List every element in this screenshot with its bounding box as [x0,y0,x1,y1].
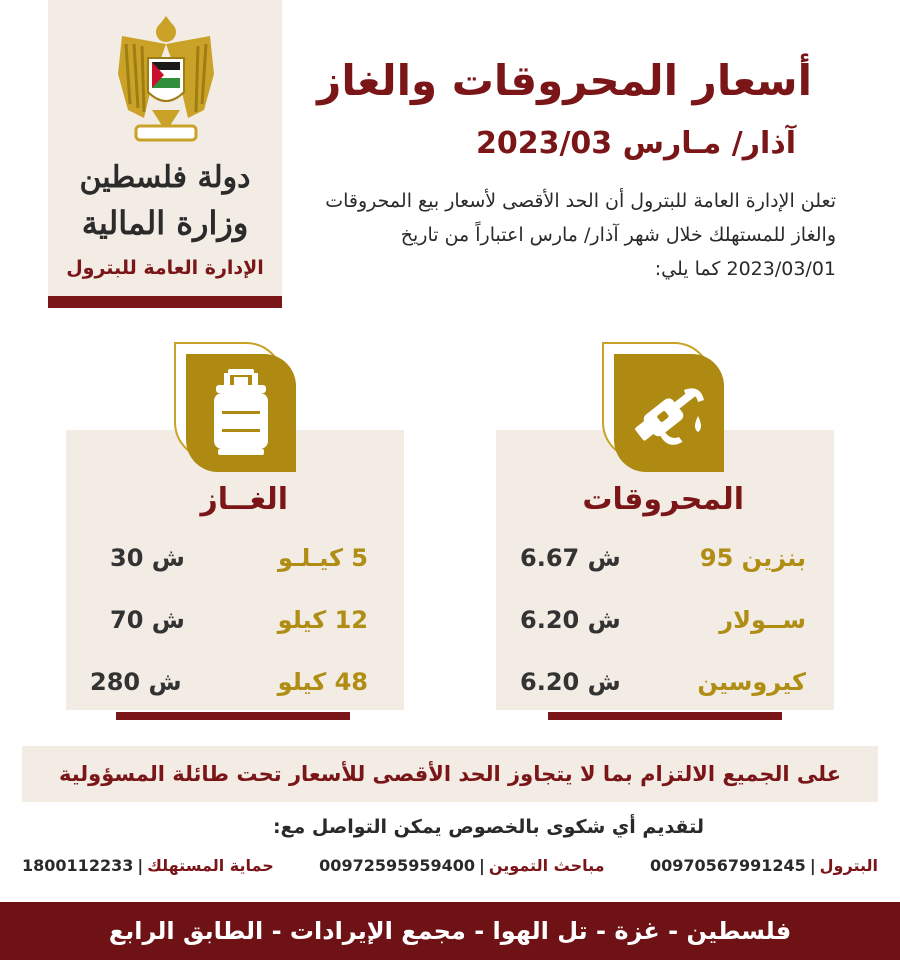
gas-row-value: 280 ش [90,668,182,696]
compliance-notice: على الجميع الالتزام بما لا يتجاوز الحد الأقصى للأسعار تحت طائلة المسؤولية [22,746,878,802]
complaint-text: لتقديم أي شكوى بالخصوص يمكن التواصل مع: [272,816,704,838]
logo-underline [48,296,282,308]
contact-number: 00972595959400 [319,856,476,875]
contact-item: حماية المستهلك|1800112233 [22,856,274,875]
directorate-name: الإدارة العامة للبترول [66,257,264,279]
fuel-row-value: 6.20 ش [520,668,621,696]
eagle-emblem-icon [114,14,218,144]
fuel-underline [548,712,782,720]
contact-label: حماية المستهلك [147,856,274,875]
contact-number: 00970567991245 [649,856,806,875]
page-title: أسعار المحروقات والغاز [317,56,812,105]
fuel-icon-box [602,342,724,472]
gas-underline [116,712,350,720]
fuel-row-value: 6.67 ش [520,544,621,572]
page-subtitle: آذار/ مـارس 2023/03 [475,126,796,161]
ministry-name: وزارة المالية [81,204,249,242]
state-name: دولة فلسطين [79,160,251,195]
contact-item: مباحث التموين|00972595959400 [319,856,605,875]
gas-row-label: 48 كيلو [277,668,368,696]
fuel-row-label: بنزين 95 [699,544,806,572]
contact-label: مباحث التموين [488,856,605,875]
logo-panel [48,0,282,296]
fuel-row-value: 6.20 ش [520,606,621,634]
gas-row-label: 12 كيلو [277,606,368,634]
contact-number: 1800112233 [22,856,134,875]
fuel-title: المحروقات [582,482,744,517]
contact-item: البترول|00970567991245 [649,856,878,875]
gas-row-label: 5 كيـلـو [277,544,368,572]
contacts-line [22,856,878,875]
gas-icon-box [174,342,296,472]
intro-text: تعلن الإدارة العامة للبترول أن الحد الأقصى لأسعار بيع المحروقات والغاز للمستهلك خلال شهر آذار/ مارس اعتباراً من تاريخ 2023/03/01 كما يلي: [325,190,836,280]
fuel-row-label: ســولار [719,606,806,634]
fuel-nozzle-icon [626,370,712,456]
gas-title: الغــاز [200,482,288,517]
contact-label: البترول [819,856,878,875]
gas-row-value: 30 ش [110,544,185,572]
fuel-row-label: كيروسين [697,668,806,696]
footer-address: فلسطين - غزة - تل الهوا - مجمع الإيرادات - الطابق الرابع [0,902,900,960]
gas-cylinder-icon [206,367,276,459]
gas-row-value: 70 ش [110,606,185,634]
